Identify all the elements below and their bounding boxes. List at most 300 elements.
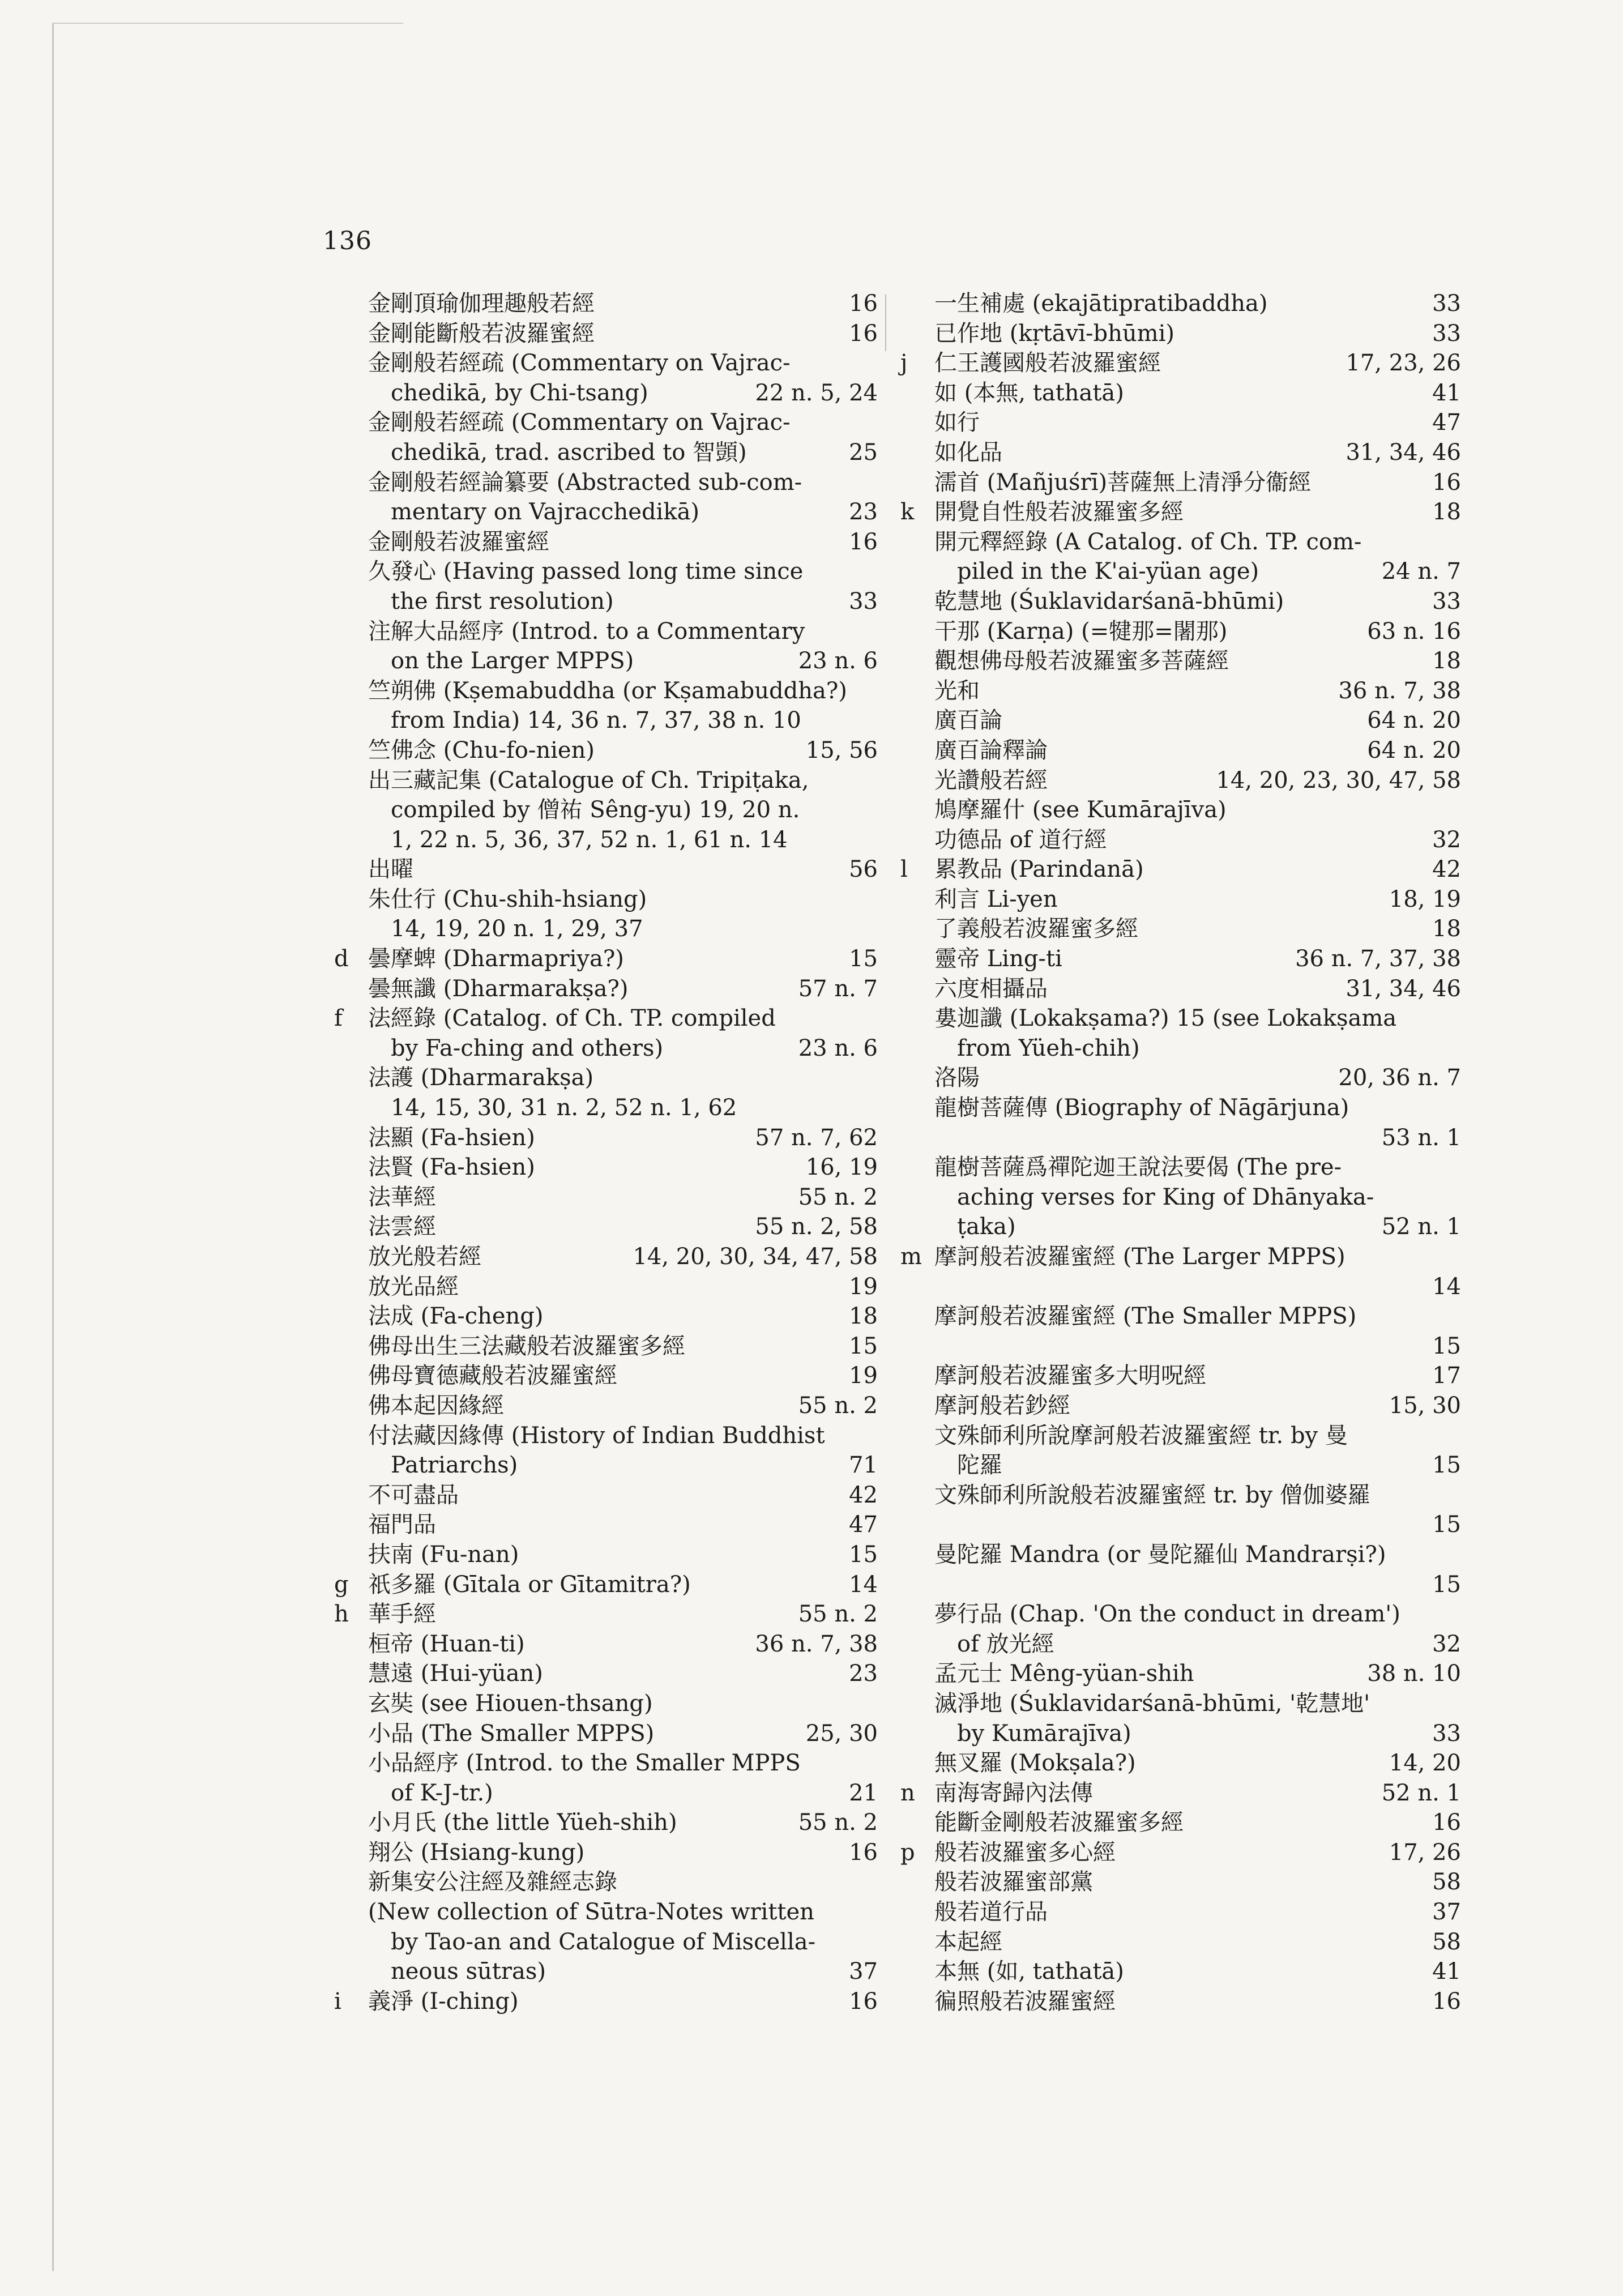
entry-term: 14, 15, 30, 31 n. 2, 52 n. 1, 62 bbox=[391, 1095, 737, 1121]
entry-line bbox=[934, 706, 1461, 736]
entry-page-refs: 55 n. 2 bbox=[798, 1392, 878, 1419]
entry-page-refs: 33 bbox=[1432, 588, 1461, 614]
entry-term: 竺佛念 (Chu-fo-nien) bbox=[368, 737, 595, 763]
entry-page-refs: 18, 19 bbox=[1389, 886, 1461, 912]
index-entry bbox=[334, 974, 878, 1004]
entry-line bbox=[934, 1867, 1461, 1897]
entry-term: aching verses for King of Dhānyaka- bbox=[957, 1184, 1374, 1210]
entry-line bbox=[368, 974, 878, 1004]
entry-term: 累教品 (Parindanā) bbox=[934, 856, 1144, 883]
entry-term: from Yüeh-chih) bbox=[957, 1035, 1140, 1061]
index-column-right bbox=[900, 289, 1461, 2016]
index-entry bbox=[334, 1331, 878, 1362]
entry-term: 龍樹菩薩爲禪陀迦王說法要偈 (The pre- bbox=[934, 1154, 1342, 1181]
entry-line bbox=[368, 1570, 878, 1600]
entry-term: 出三藏記集 (Catalogue of Ch. Tripiṭaka, bbox=[368, 767, 809, 793]
section-letter: p bbox=[900, 1839, 915, 1866]
index-entry bbox=[334, 1719, 878, 1749]
entry-term: 濡首 (Mañjuśrī)菩薩無上清淨分衞經 bbox=[934, 469, 1312, 496]
index-entry bbox=[334, 527, 878, 557]
entry-term: 靈帝 Ling-ti bbox=[934, 946, 1062, 972]
entry-line bbox=[934, 348, 1461, 378]
index-entry bbox=[334, 855, 878, 885]
index-entry bbox=[334, 1301, 878, 1331]
index-entry bbox=[334, 1361, 878, 1391]
entry-term: 無叉羅 (Mokṣala?) bbox=[934, 1750, 1136, 1777]
entry-page-refs: 16 bbox=[1432, 1810, 1461, 1836]
entry-term: 朱仕行 (Chu-shih-hsiang) bbox=[368, 886, 647, 912]
entry-page-refs: 55 n. 2 bbox=[798, 1601, 878, 1628]
entry-line bbox=[934, 1391, 1461, 1421]
entry-line bbox=[368, 1659, 878, 1689]
section-letter: f bbox=[334, 1005, 343, 1032]
index-entry bbox=[334, 1123, 878, 1153]
entry-page-refs: 19 bbox=[849, 1363, 878, 1389]
index-entry bbox=[900, 1242, 1461, 1301]
entry-line bbox=[934, 1153, 1461, 1183]
entry-page-refs: 52 n. 1 bbox=[1381, 1779, 1461, 1806]
entry-page-refs: 22 n. 5, 24 bbox=[755, 379, 878, 406]
index-entry bbox=[334, 1808, 878, 1838]
entry-term: 法雲經 bbox=[368, 1214, 436, 1240]
entry-term: by Fa-ching and others) bbox=[391, 1035, 664, 1061]
entry-term: 1, 22 n. 5, 36, 37, 52 n. 1, 61 n. 14 bbox=[391, 826, 788, 853]
index-entry bbox=[334, 1272, 878, 1302]
page-number: 136 bbox=[323, 227, 372, 255]
entry-term: 法護 (Dharmarakṣa) bbox=[368, 1065, 594, 1091]
entry-page-refs: 31, 34, 46 bbox=[1346, 439, 1461, 466]
entry-term: 曼陀羅 Mandra (or 曼陀羅仙 Mandrarṣi?) bbox=[934, 1541, 1386, 1568]
index-entry bbox=[900, 289, 1461, 319]
entry-continuation-line bbox=[934, 1331, 1461, 1362]
page-edge-top bbox=[52, 23, 403, 24]
section-letter: d bbox=[334, 946, 349, 972]
entry-line bbox=[934, 1778, 1461, 1808]
entry-term: 桓帝 (Huan-ti) bbox=[368, 1631, 525, 1657]
index-entry bbox=[334, 1391, 878, 1421]
index-entry bbox=[900, 319, 1461, 349]
entry-term: compiled by 僧祐 Sêng-yu) 19, 20 n. bbox=[391, 797, 800, 823]
index-entry bbox=[900, 885, 1461, 915]
index-entry bbox=[334, 676, 878, 736]
index-entry bbox=[900, 587, 1461, 617]
entry-continuation-line bbox=[368, 378, 878, 408]
entry-page-refs: 16 bbox=[849, 291, 878, 317]
index-entry bbox=[334, 468, 878, 527]
entry-term: 法經錄 (Catalog. of Ch. TP. compiled bbox=[368, 1005, 776, 1032]
entry-line bbox=[368, 1331, 878, 1362]
entry-continuation-line bbox=[934, 1034, 1461, 1064]
entry-term: Patriarchs) bbox=[391, 1452, 518, 1479]
entry-term: 婁迦讖 (Lokakṣama?) 15 (see Lokakṣama bbox=[934, 1005, 1397, 1032]
index-entry bbox=[900, 1391, 1461, 1421]
entry-page-refs: 15 bbox=[849, 1541, 878, 1568]
entry-line bbox=[368, 1599, 878, 1629]
index-entry bbox=[334, 1421, 878, 1480]
entry-term: 光讚般若經 bbox=[934, 767, 1048, 793]
entry-term: 本無 (如, tathatā) bbox=[934, 1958, 1124, 1985]
entry-page-refs: 16 bbox=[849, 528, 878, 555]
entry-page-refs: 15, 30 bbox=[1389, 1392, 1461, 1419]
entry-line bbox=[934, 1689, 1461, 1719]
entry-line bbox=[368, 1063, 878, 1093]
section-letter: n bbox=[900, 1779, 915, 1806]
entry-line bbox=[368, 766, 878, 796]
entry-line bbox=[368, 736, 878, 766]
index-entry bbox=[334, 1183, 878, 1213]
index-entry bbox=[900, 1808, 1461, 1838]
entry-term: chedikā, by Chi-tsang) bbox=[391, 379, 648, 406]
index-entry bbox=[900, 617, 1461, 647]
entry-line bbox=[934, 1361, 1461, 1391]
entry-line bbox=[368, 1153, 878, 1183]
entry-continuation-line bbox=[368, 1927, 878, 1957]
entry-page-refs: 17, 26 bbox=[1389, 1839, 1461, 1866]
entry-page-refs: 20, 36 n. 7 bbox=[1338, 1065, 1461, 1091]
index-entry bbox=[900, 1361, 1461, 1391]
entry-term: 法成 (Fa-cheng) bbox=[368, 1303, 544, 1330]
entry-line bbox=[368, 1004, 878, 1034]
index-entry bbox=[900, 1093, 1461, 1153]
entry-term: 般若波羅蜜多心經 bbox=[934, 1839, 1116, 1866]
entry-page-refs: 47 bbox=[1432, 409, 1461, 436]
entry-term: 如行 bbox=[934, 409, 980, 436]
index-entry bbox=[900, 408, 1461, 438]
entry-term: 南海寄歸內法傳 bbox=[934, 1779, 1093, 1806]
entry-term: 義淨 (I-ching) bbox=[368, 1988, 519, 2015]
entry-page-refs: 58 bbox=[1432, 1928, 1461, 1955]
entry-continuation-line bbox=[368, 1778, 878, 1808]
section-letter: j bbox=[900, 350, 908, 377]
entry-term: 福門品 bbox=[368, 1512, 436, 1538]
entry-line bbox=[368, 289, 878, 319]
entry-term: (New collection of Sūtra-Notes written bbox=[368, 1899, 814, 1926]
entry-term: 小品 (The Smaller MPPS) bbox=[368, 1720, 655, 1747]
index-entry bbox=[900, 1421, 1461, 1480]
index-entry bbox=[900, 1838, 1461, 1868]
entry-page-refs: 18 bbox=[1432, 916, 1461, 942]
entry-page-refs: 71 bbox=[849, 1452, 878, 1479]
index-entry bbox=[900, 1897, 1461, 1927]
index-entry bbox=[334, 1242, 878, 1272]
entry-page-refs: 41 bbox=[1432, 1958, 1461, 1985]
index-entry bbox=[334, 1510, 878, 1540]
entry-page-refs: 57 n. 7 bbox=[798, 975, 878, 1002]
index-entry bbox=[334, 557, 878, 616]
entry-line bbox=[934, 676, 1461, 706]
entry-page-refs: 16 bbox=[849, 1988, 878, 2015]
entry-line bbox=[934, 795, 1461, 825]
index-entry bbox=[334, 1838, 878, 1868]
entry-page-refs: 64 n. 20 bbox=[1367, 707, 1461, 734]
entry-term: from India) 14, 36 n. 7, 37, 38 n. 10 bbox=[391, 707, 801, 734]
entry-line bbox=[934, 319, 1461, 349]
entry-page-refs: 33 bbox=[849, 588, 878, 614]
section-letter: i bbox=[334, 1988, 341, 2015]
entry-page-refs: 31, 34, 46 bbox=[1346, 975, 1461, 1002]
index-entry bbox=[334, 348, 878, 408]
entry-line bbox=[368, 1897, 878, 1927]
section-letter: m bbox=[900, 1244, 922, 1270]
section-letter: l bbox=[900, 856, 908, 883]
index-entry bbox=[900, 527, 1461, 587]
entry-line bbox=[368, 319, 878, 349]
index-entry bbox=[900, 706, 1461, 736]
entry-line bbox=[368, 1421, 878, 1451]
entry-page-refs: 63 n. 16 bbox=[1367, 618, 1461, 645]
entry-term: 佛本起因緣經 bbox=[368, 1392, 504, 1419]
entry-line bbox=[934, 766, 1461, 796]
entry-term: 摩訶般若鈔經 bbox=[934, 1392, 1070, 1419]
entry-term: 觀想佛母般若波羅蜜多菩薩經 bbox=[934, 648, 1229, 675]
entry-line bbox=[368, 1242, 878, 1272]
entry-page-refs: 18 bbox=[1432, 499, 1461, 526]
entry-line bbox=[934, 1987, 1461, 2017]
entry-continuation-line bbox=[934, 1629, 1461, 1659]
entry-page-refs: 36 n. 7, 38 bbox=[1338, 677, 1461, 704]
entry-page-refs: 16 bbox=[1432, 1988, 1461, 2015]
entry-page-refs: 17 bbox=[1432, 1363, 1461, 1389]
entry-line bbox=[934, 855, 1461, 885]
section-letter: g bbox=[334, 1571, 349, 1598]
entry-term: on the Larger MPPS) bbox=[391, 648, 634, 675]
entry-continuation-line bbox=[368, 1957, 878, 1987]
entry-line bbox=[368, 1987, 878, 2017]
entry-line bbox=[368, 885, 878, 915]
entry-term: 廣百論 bbox=[934, 707, 1002, 734]
entry-page-refs: 23 bbox=[849, 1661, 878, 1687]
entry-term: 洛陽 bbox=[934, 1065, 980, 1091]
entry-term: 已作地 (kṛtāvī-bhūmi) bbox=[934, 320, 1174, 347]
entry-term: 六度相攝品 bbox=[934, 975, 1048, 1002]
entry-term: 廣百論釋論 bbox=[934, 737, 1048, 763]
entry-page-refs: 14, 20 bbox=[1389, 1750, 1461, 1777]
entry-page-refs: 14 bbox=[1432, 1273, 1461, 1300]
entry-page-refs: 16, 19 bbox=[805, 1154, 878, 1181]
entry-page-refs: 14 bbox=[849, 1571, 878, 1598]
entry-term: 了義般若波羅蜜多經 bbox=[934, 916, 1138, 942]
entry-term: 久發心 (Having passed long time since bbox=[368, 558, 804, 585]
entry-term: 新集安公注經及雜經志錄 bbox=[368, 1869, 617, 1896]
section-letter: h bbox=[334, 1601, 349, 1628]
entry-term: 佛母出生三法藏般若波羅蜜多經 bbox=[368, 1333, 685, 1359]
index-entry bbox=[334, 408, 878, 467]
entry-page-refs: 53 n. 1 bbox=[1381, 1124, 1461, 1151]
entry-term: 曇無讖 (Dharmarakṣa?) bbox=[368, 975, 629, 1002]
entry-page-refs: 15 bbox=[1432, 1512, 1461, 1538]
entry-continuation-line bbox=[368, 706, 878, 736]
index-entry bbox=[900, 914, 1461, 944]
entry-line bbox=[934, 378, 1461, 408]
entry-page-refs: 56 bbox=[849, 856, 878, 883]
entry-line bbox=[368, 557, 878, 587]
entry-page-refs: 42 bbox=[849, 1482, 878, 1508]
entry-term: by Tao-an and Catalogue of Miscella- bbox=[391, 1928, 816, 1955]
entry-continuation-line bbox=[934, 1450, 1461, 1480]
entry-page-refs: 19 bbox=[849, 1273, 878, 1300]
entry-term: 夢行品 (Chap. 'On the conduct in dream') bbox=[934, 1601, 1400, 1628]
entry-term: mentary on Vajracchedikā) bbox=[391, 499, 700, 526]
entry-term: 法賢 (Fa-hsien) bbox=[368, 1154, 535, 1181]
entry-line bbox=[934, 1659, 1461, 1689]
index-entry bbox=[900, 468, 1461, 498]
entry-line bbox=[934, 1063, 1461, 1093]
entry-page-refs: 36 n. 7, 37, 38 bbox=[1295, 946, 1461, 972]
entry-term: 文殊師利所說摩訶般若波羅蜜經 tr. by 曼 bbox=[934, 1422, 1348, 1449]
entry-term: of 放光經 bbox=[957, 1631, 1054, 1657]
entry-term: 小品經序 (Introd. to the Smaller MPPS bbox=[368, 1750, 801, 1777]
entry-line bbox=[934, 736, 1461, 766]
entry-page-refs: 23 bbox=[849, 499, 878, 526]
entry-term: 祇多羅 (Gītala or Gītamitra?) bbox=[368, 1571, 691, 1598]
entry-line bbox=[934, 1004, 1461, 1034]
entry-line bbox=[368, 1183, 878, 1213]
entry-continuation-line bbox=[368, 438, 878, 468]
entry-line bbox=[934, 646, 1461, 676]
entry-line bbox=[368, 617, 878, 647]
index-entry bbox=[334, 1629, 878, 1659]
index-entry bbox=[900, 795, 1461, 825]
entry-line bbox=[934, 974, 1461, 1004]
entry-continuation-line bbox=[368, 825, 878, 855]
entry-line bbox=[368, 1361, 878, 1391]
entry-continuation-line bbox=[368, 587, 878, 617]
entry-page-refs: 24 n. 7 bbox=[1381, 558, 1461, 585]
index-entry bbox=[334, 1599, 878, 1629]
entry-line bbox=[368, 468, 878, 498]
entry-line bbox=[934, 1838, 1461, 1868]
entry-line bbox=[368, 855, 878, 885]
index-entry bbox=[334, 1689, 878, 1719]
entry-page-refs: 33 bbox=[1432, 320, 1461, 347]
entry-term: 注解大品經序 (Introd. to a Commentary bbox=[368, 618, 805, 645]
index-entry bbox=[900, 1599, 1461, 1659]
index-entry bbox=[900, 766, 1461, 796]
entry-page-refs: 16 bbox=[849, 1839, 878, 1866]
entry-line bbox=[934, 587, 1461, 617]
entry-line bbox=[934, 1808, 1461, 1838]
index-entry bbox=[900, 378, 1461, 408]
entry-term: 放光般若經 bbox=[368, 1244, 481, 1270]
entry-line bbox=[368, 527, 878, 557]
entry-term: 功德品 of 道行經 bbox=[934, 826, 1107, 853]
entry-line bbox=[934, 438, 1461, 468]
entry-term: of K-J-tr.) bbox=[391, 1779, 493, 1806]
entry-line bbox=[934, 1957, 1461, 1987]
index-entry bbox=[900, 646, 1461, 676]
index-entry bbox=[900, 497, 1461, 527]
index-entry bbox=[900, 1540, 1461, 1599]
index-entry bbox=[900, 1004, 1461, 1063]
entry-line bbox=[368, 1719, 878, 1749]
entry-page-refs: 37 bbox=[1432, 1899, 1461, 1926]
entry-page-refs: 52 n. 1 bbox=[1381, 1214, 1461, 1240]
entry-page-refs: 15 bbox=[849, 946, 878, 972]
index-entry bbox=[900, 1063, 1461, 1093]
entry-page-refs: 55 n. 2 bbox=[798, 1810, 878, 1836]
index-entry bbox=[900, 676, 1461, 706]
entry-page-refs: 47 bbox=[849, 1512, 878, 1538]
index-entry bbox=[334, 617, 878, 676]
index-entry bbox=[900, 1957, 1461, 1987]
entry-continuation-line bbox=[934, 1123, 1461, 1153]
entry-line bbox=[934, 885, 1461, 915]
index-entry bbox=[334, 1004, 878, 1063]
entry-continuation-line bbox=[368, 1093, 878, 1123]
index-entry bbox=[900, 1153, 1461, 1242]
entry-page-refs: 15 bbox=[849, 1333, 878, 1359]
entry-line bbox=[934, 1480, 1461, 1510]
index-entry bbox=[334, 289, 878, 319]
entry-page-refs: 32 bbox=[1432, 826, 1461, 853]
entry-term: 玄奘 (see Hiouen-thsang) bbox=[368, 1690, 653, 1717]
entry-term: 如 (本無, tathatā) bbox=[934, 379, 1124, 406]
index-entry bbox=[334, 1212, 878, 1242]
entry-term: 摩訶般若波羅蜜多大明呪經 bbox=[934, 1363, 1206, 1389]
entry-page-refs: 23 n. 6 bbox=[798, 648, 878, 675]
index-entry bbox=[334, 1153, 878, 1183]
entry-continuation-line bbox=[934, 1719, 1461, 1749]
entry-line bbox=[934, 1301, 1461, 1331]
entry-line bbox=[368, 1748, 878, 1778]
entry-page-refs: 37 bbox=[849, 1958, 878, 1985]
entry-continuation-line bbox=[368, 1450, 878, 1480]
index-entry bbox=[900, 974, 1461, 1004]
entry-line bbox=[934, 1093, 1461, 1123]
entry-line bbox=[934, 1599, 1461, 1629]
index-entry bbox=[334, 1540, 878, 1570]
index-entry bbox=[334, 1987, 878, 2017]
index-entry bbox=[334, 736, 878, 766]
entry-term: by Kumārajīva) bbox=[957, 1720, 1131, 1747]
entry-term: 出曜 bbox=[368, 856, 413, 883]
entry-page-refs: 15 bbox=[1432, 1333, 1461, 1359]
entry-page-refs: 15 bbox=[1432, 1452, 1461, 1479]
entry-page-refs: 14, 20, 23, 30, 47, 58 bbox=[1216, 767, 1461, 793]
entry-line bbox=[368, 676, 878, 706]
entry-term: 小月氏 (the little Yüeh-shih) bbox=[368, 1810, 677, 1836]
index-entry bbox=[334, 1480, 878, 1510]
entry-line bbox=[934, 944, 1461, 974]
entry-term: 曇摩蜱 (Dharmapriya?) bbox=[368, 946, 624, 972]
entry-page-refs: 41 bbox=[1432, 379, 1461, 406]
entry-term: 開覺自性般若波羅蜜多經 bbox=[934, 499, 1184, 526]
entry-term: 龍樹菩薩傳 (Biography of Nāgārjuna) bbox=[934, 1095, 1349, 1121]
entry-page-refs: 16 bbox=[849, 320, 878, 347]
index-entry bbox=[900, 1748, 1461, 1778]
index-entry bbox=[900, 1689, 1461, 1748]
index-entry bbox=[900, 944, 1461, 974]
entry-page-refs: 36 n. 7, 38 bbox=[755, 1631, 878, 1657]
entry-term: 能斷金剛般若波羅蜜多經 bbox=[934, 1810, 1184, 1836]
entry-line bbox=[934, 408, 1461, 438]
entry-continuation-line bbox=[934, 1212, 1461, 1242]
entry-page-refs: 17, 23, 26 bbox=[1346, 350, 1461, 377]
entry-term: 般若波羅蜜部黨 bbox=[934, 1869, 1093, 1896]
entry-continuation-line bbox=[934, 1570, 1461, 1600]
entry-term: 金剛頂瑜伽理趣般若經 bbox=[368, 291, 595, 317]
entry-line bbox=[934, 1897, 1461, 1927]
entry-page-refs: 38 n. 10 bbox=[1367, 1661, 1461, 1687]
page-edge-left bbox=[52, 23, 54, 2271]
entry-line bbox=[934, 497, 1461, 527]
entry-page-refs: 64 n. 20 bbox=[1367, 737, 1461, 763]
entry-line bbox=[368, 348, 878, 378]
entry-term: 一生補處 (ekajātipratibaddha) bbox=[934, 291, 1268, 317]
entry-line bbox=[368, 1123, 878, 1153]
entry-continuation-line bbox=[934, 1272, 1461, 1302]
entry-term: 放光品經 bbox=[368, 1273, 459, 1300]
